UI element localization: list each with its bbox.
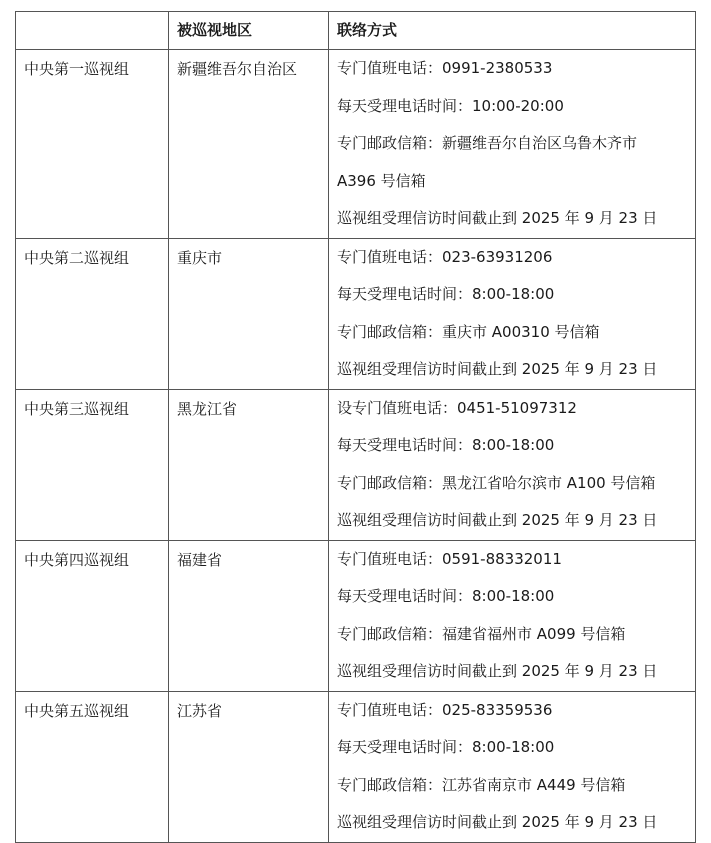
group-name-cell: 中央第一巡视组 [16,50,169,239]
contact-line: 专门邮政信箱：江苏省南京市 A449 号信箱 [337,775,626,794]
contact-line: 每天受理电话时间：8:00-18:00 [337,436,555,454]
region-cell: 黑龙江省 [169,389,329,540]
group-name-cell: 中央第二巡视组 [16,238,169,389]
table-row [16,540,696,691]
contact-cell [329,50,696,239]
contact-line: 巡视组受理信访时间截止到 2025 年 9 月 23 日 [337,511,658,529]
contact-line: 专门邮政信箱：重庆市 A00310 号信箱 [337,322,600,341]
table-row [16,238,696,389]
region-cell: 江苏省 [169,691,329,842]
patrol-contact-table [15,11,696,843]
contact-line: 巡视组受理信访时间截止到 2025 年 9 月 23 日 [337,813,658,831]
contact-line: 巡视组受理信访时间截止到 2025 年 9 月 23 日 [337,209,658,227]
table-body [16,50,696,843]
contact-cell [329,691,696,842]
header-contact: 联络方式 [329,12,696,50]
contact-line: 每天受理电话时间：8:00-18:00 [337,587,555,605]
group-name-cell: 中央第五巡视组 [16,691,169,842]
group-name-cell: 中央第三巡视组 [16,389,169,540]
contact-line: 专门邮政信箱：黑龙江省哈尔滨市 A100 号信箱 [337,473,656,492]
contact-line: 专门值班电话：023-63931206 [337,247,553,266]
contact-cell [329,540,696,691]
contact-line: 专门值班电话：0591-88332011 [337,549,562,568]
contact-line: A396 号信箱 [337,171,426,190]
contact-line: 巡视组受理信访时间截止到 2025 年 9 月 23 日 [337,360,658,378]
group-name-cell: 中央第四巡视组 [16,540,169,691]
table-header-row [16,12,696,50]
table-row [16,389,696,540]
contact-line: 设专门值班电话：0451-51097312 [337,398,577,417]
contact-line: 专门邮政信箱：福建省福州市 A099 号信箱 [337,624,626,643]
contact-line: 每天受理电话时间：10:00-20:00 [337,96,564,115]
region-cell: 新疆维吾尔自治区 [169,50,329,239]
contact-cell [329,238,696,389]
contact-line: 每天受理电话时间：8:00-18:00 [337,738,555,756]
contact-line: 专门值班电话：025-83359536 [337,700,553,719]
contact-line: 每天受理电话时间：8:00-18:00 [337,285,555,303]
contact-line: 专门邮政信箱：新疆维吾尔自治区乌鲁木齐市 [337,134,638,152]
table-row [16,691,696,842]
header-region: 被巡视地区 [169,12,329,50]
table-row [16,50,696,239]
region-cell: 重庆市 [169,238,329,389]
header-group [16,12,169,50]
contact-line: 专门值班电话：0991-2380533 [337,59,553,77]
region-cell: 福建省 [169,540,329,691]
contact-line: 巡视组受理信访时间截止到 2025 年 9 月 23 日 [337,662,658,680]
contact-cell [329,389,696,540]
